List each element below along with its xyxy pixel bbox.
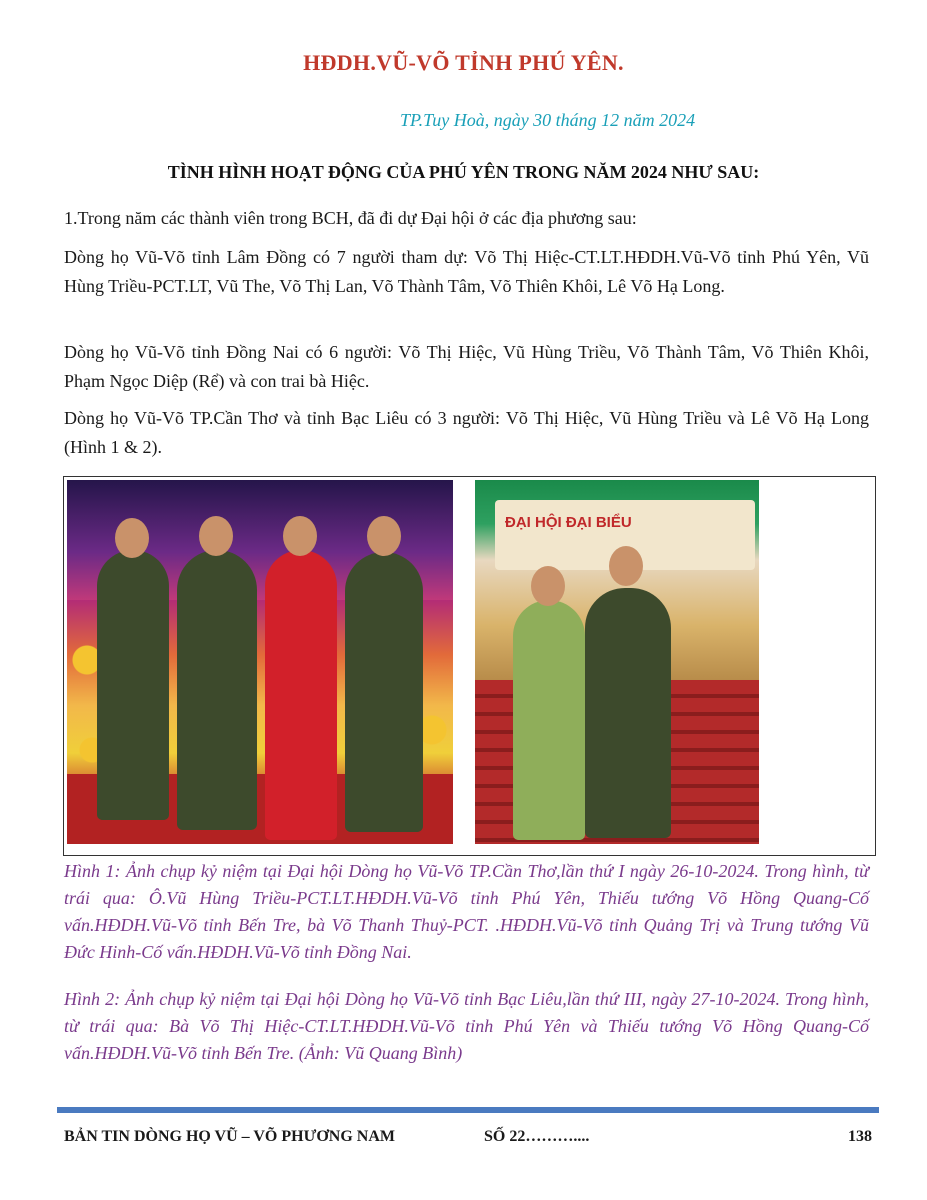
section-heading: TÌNH HÌNH HOẠT ĐỘNG CỦA PHÚ YÊN TRONG NĂM 2024 NHƯ SAU: bbox=[167, 162, 760, 182]
person-general-head bbox=[609, 546, 643, 586]
photo-bac-lieu-congress bbox=[475, 480, 759, 844]
person-1-head bbox=[115, 518, 149, 558]
dateline: TP.Tuy Hoà, ngày 30 tháng 12 năm 2024 bbox=[400, 110, 696, 130]
paragraph-dong-nai: Dòng họ Vũ-Võ tỉnh Đồng Nai có 6 người: Võ Thị Hiệc, Vũ Hùng Triều, Võ Thành Tâm, Võ Thiên Khôi, Phạm Ngọc Diệp (Rể) và con trai bà Hiệc. bbox=[64, 342, 869, 391]
person-3-head bbox=[283, 516, 317, 556]
page-number: 138 bbox=[848, 1128, 872, 1145]
photo-frame bbox=[63, 476, 876, 856]
photo-can-tho-congress bbox=[67, 480, 453, 844]
person-general bbox=[585, 588, 671, 838]
paragraph-lam-dong: Dòng họ Vũ-Võ tỉnh Lâm Đồng có 7 người tham dự: Võ Thị Hiệc-CT.LT.HĐDH.Vũ-Võ tỉnh Phú Yên, Vũ Hùng Triều-PCT.LT, Vũ The, Võ Thị Lan, Võ Thành Tâm, Võ Thiên Khôi, Lê Võ Hạ Long. bbox=[64, 247, 869, 296]
paragraph-intro: 1.Trong năm các thành viên trong BCH, đã đi dự Đại hội ở các địa phương sau: bbox=[64, 208, 637, 228]
person-2 bbox=[177, 550, 257, 830]
organization-title: HĐDH.VŨ-VÕ TỈNH PHÚ YÊN. bbox=[303, 50, 624, 75]
caption-figure-1: Hình 1: Ảnh chụp kỷ niệm tại Đại hội Dòng họ Vũ-Võ TP.Cần Thơ,lần thứ I ngày 26-10-2024. Trong hình, từ trái qua: Ô.Vũ Hùng Triều-PCT.LT.HĐDH.Vũ-Võ tỉnh Phú Yên, Thiếu tướng Võ Hồng Quang-Cố vấn.HĐDH.Vũ-Võ tỉnh Bến Tre, bà Võ Thanh Thuỷ-PCT. .HĐDH.Vũ-Võ tỉnh Quảng Trị và Trung tướng Vũ Đức Hinh-Cố vấn.HĐDH.Vũ-Võ tỉnh Đồng Nai. bbox=[64, 861, 869, 962]
person-1 bbox=[97, 550, 169, 820]
person-4-head bbox=[367, 516, 401, 556]
publication-name: BẢN TIN DÒNG HỌ VŨ – VÕ PHƯƠNG NAM bbox=[64, 1128, 395, 1145]
person-2-head bbox=[199, 516, 233, 556]
paragraph-can-tho: Dòng họ Vũ-Võ TP.Cần Thơ và tỉnh Bạc Liêu có 3 người: Võ Thị Hiệc, Vũ Hùng Triều và Lê Võ Hạ Long (Hình 1 & 2). bbox=[64, 408, 869, 457]
person-woman-head bbox=[531, 566, 565, 606]
person-3 bbox=[265, 550, 337, 840]
footer-divider bbox=[57, 1107, 879, 1113]
person-4 bbox=[345, 552, 423, 832]
banner-text: ĐẠI HỘI ĐẠI BIỂU bbox=[505, 514, 632, 531]
caption-figure-2: Hình 2: Ảnh chụp kỷ niệm tại Đại hội Dòng họ Vũ-Võ tỉnh Bạc Liêu,lần thứ III, ngày 27-10-2024. Trong hình, từ trái qua: Bà Võ Thị Hiệc-CT.LT.HĐDH.Vũ-Võ tỉnh Phú Yên và Thiếu tướng Võ Hồng Quang-Cố vấn.HĐDH.Vũ-Võ tỉnh Bến Tre. (Ảnh: Vũ Quang Bình) bbox=[64, 989, 869, 1063]
person-woman bbox=[513, 600, 585, 840]
issue-number: SỐ 22……….... bbox=[484, 1128, 590, 1145]
